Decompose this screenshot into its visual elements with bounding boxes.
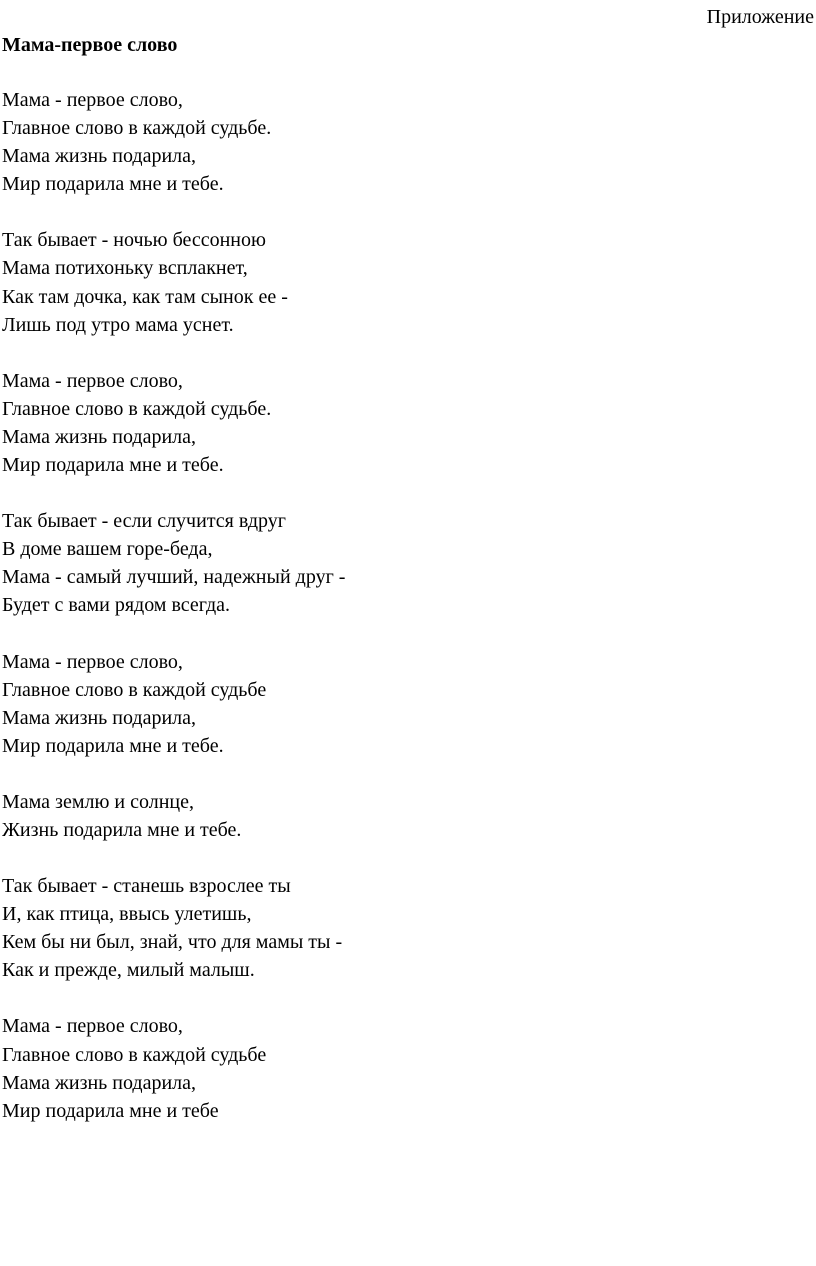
verse-line: Так бывает - станешь взрослее ты: [2, 875, 291, 898]
verse-line: Мама - самый лучший, надежный друг -: [2, 566, 346, 589]
verse-line: Мама жизнь подарила,: [2, 706, 197, 729]
verse-line: Мир подарила мне и тебе: [2, 1099, 219, 1122]
stanza: [2, 648, 802, 760]
verse-line: И, как птица, ввысь улетишь,: [2, 903, 252, 926]
verse-line: Так бывает - если случится вдруг: [2, 510, 286, 533]
verse-line: Жизнь подарила мне и тебе.: [2, 818, 242, 841]
stanza: [2, 872, 802, 984]
verse-line: Как и прежде, милый малыш.: [2, 959, 255, 982]
stanza: [2, 788, 802, 844]
verse-line: Лишь под утро мама уснет.: [2, 313, 234, 336]
verse-line: Так бывает - ночью бессонною: [2, 229, 266, 252]
verse-line: Мама жизнь подарила,: [2, 425, 197, 448]
verse-line: Мама землю и солнце,: [2, 790, 194, 813]
verse-line: Мама жизнь подарила,: [2, 145, 197, 168]
song-verses: [2, 86, 802, 1153]
stanza: [2, 1012, 802, 1124]
song-title: Мама-первое слово: [2, 34, 178, 56]
verse-line: Как там дочка, как там сынок ее -: [2, 285, 288, 308]
verse-line: Главное слово в каждой судьбе.: [2, 117, 272, 140]
verse-line: Мама - первое слово,: [2, 369, 183, 392]
verse-line: Главное слово в каждой судьбе: [2, 1043, 267, 1066]
stanza: [2, 507, 802, 619]
verse-line: Мама - первое слово,: [2, 1015, 183, 1038]
verse-line: В доме вашем горе-беда,: [2, 538, 213, 561]
appendix-label: Приложение: [706, 6, 814, 28]
verse-line: Будет с вами рядом всегда.: [2, 594, 231, 617]
verse-line: Кем бы ни был, знай, что для мамы ты -: [2, 931, 343, 954]
stanza: [2, 367, 802, 479]
verse-line: Мама - первое слово,: [2, 89, 183, 111]
stanza: [2, 86, 802, 198]
verse-line: Мир подарила мне и тебе.: [2, 173, 224, 196]
verse-line: Мир подарила мне и тебе.: [2, 454, 224, 477]
verse-line: Мама - первое слово,: [2, 650, 183, 673]
verse-line: Главное слово в каждой судьбе.: [2, 397, 272, 420]
verse-line: Мир подарила мне и тебе.: [2, 734, 224, 757]
stanza: [2, 226, 802, 338]
verse-line: Главное слово в каждой судьбе: [2, 678, 267, 701]
verse-line: Мама жизнь подарила,: [2, 1071, 197, 1094]
verse-line: Мама потихоньку всплакнет,: [2, 257, 248, 280]
